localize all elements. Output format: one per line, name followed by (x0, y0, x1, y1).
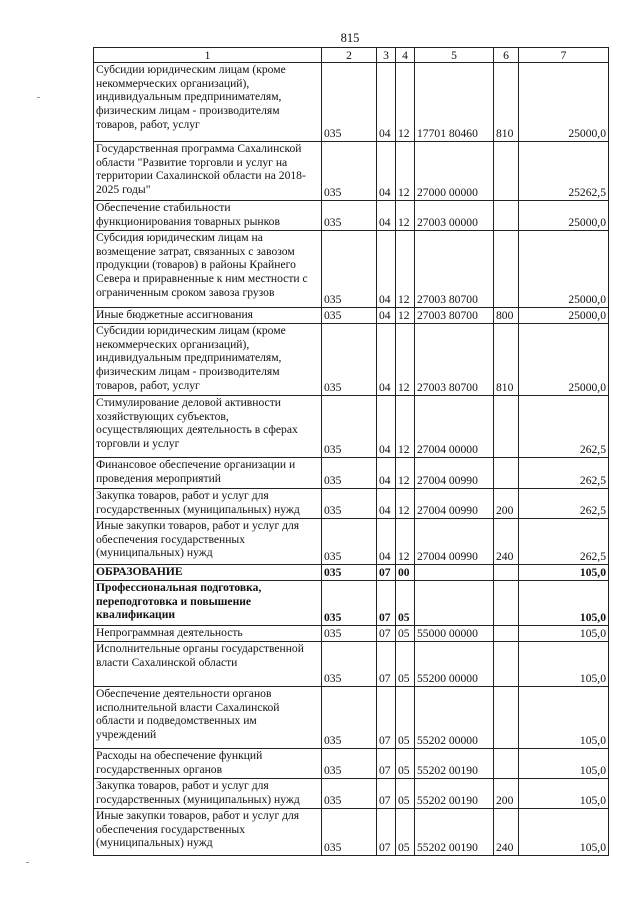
subsection-code-cell: 00 (396, 565, 415, 581)
target-article-cell: 27003 80700 (415, 231, 494, 308)
header-cell: 2 (322, 48, 377, 63)
ministry-code-cell: 035 (322, 142, 377, 201)
target-article-cell: 55000 00000 (415, 626, 494, 642)
amount-cell: 105,0 (519, 626, 609, 642)
amount-cell: 262,5 (519, 396, 609, 458)
ministry-code-cell: 035 (322, 396, 377, 458)
target-article-cell: 27003 80700 (415, 308, 494, 324)
ministry-code-cell: 035 (322, 231, 377, 308)
target-article-cell: 27003 80700 (415, 324, 494, 396)
ministry-code-cell: 035 (322, 642, 377, 687)
subsection-code-cell: 05 (396, 749, 415, 779)
amount-cell: 105,0 (519, 749, 609, 779)
table-row (94, 142, 609, 201)
header-cell: 5 (415, 48, 494, 63)
header-cell: 6 (494, 48, 519, 63)
name-cell: Расходы на обеспечение функций государственных органов (94, 749, 322, 779)
ministry-code-cell: 035 (322, 63, 377, 142)
expense-type-cell (494, 642, 519, 687)
ministry-code-cell: 035 (322, 519, 377, 565)
amount-cell: 25000,0 (519, 201, 609, 231)
header-row (94, 48, 609, 63)
table-row (94, 581, 609, 626)
expense-type-cell: 800 (494, 308, 519, 324)
name-cell: Стимулирование деловой активности хозяйствующих субъектов, осуществляющих деятельность в сферах торговли и услуг (94, 396, 322, 458)
header-cell: 3 (377, 48, 396, 63)
section-code-cell: 04 (377, 201, 396, 231)
ministry-code-cell: 035 (322, 581, 377, 626)
expense-type-cell (494, 626, 519, 642)
section-code-cell: 07 (377, 642, 396, 687)
name-cell: Профессиональная подготовка, переподготовка и повышение квалификации (94, 581, 322, 626)
amount-cell: 25000,0 (519, 324, 609, 396)
ministry-code-cell: 035 (322, 565, 377, 581)
expense-type-cell: 240 (494, 809, 519, 856)
target-article-cell: 27000 00000 (415, 142, 494, 201)
ministry-code-cell: 035 (322, 489, 377, 519)
budget-table (93, 47, 609, 856)
subsection-code-cell: 12 (396, 201, 415, 231)
name-cell: Государственная программа Сахалинской области "Развитие торговли и услуг на территории Сахалинской области на 2018-2025 годы" (94, 142, 322, 201)
subsection-code-cell: 12 (396, 231, 415, 308)
section-code-cell: 04 (377, 63, 396, 142)
expense-type-cell (494, 749, 519, 779)
name-cell: ОБРАЗОВАНИЕ (94, 565, 322, 581)
page-number: 815 (340, 31, 360, 45)
subsection-code-cell: 05 (396, 809, 415, 856)
amount-cell: 105,0 (519, 642, 609, 687)
section-code-cell: 04 (377, 519, 396, 565)
target-article-cell: 55202 00000 (415, 687, 494, 749)
ministry-code-cell: 035 (322, 749, 377, 779)
subsection-code-cell: 05 (396, 687, 415, 749)
subsection-code-cell: 12 (396, 519, 415, 565)
amount-cell: 105,0 (519, 687, 609, 749)
table-row (94, 489, 609, 519)
amount-cell: 25000,0 (519, 63, 609, 142)
target-article-cell: 55202 00190 (415, 749, 494, 779)
expense-type-cell (494, 565, 519, 581)
amount-cell: 262,5 (519, 489, 609, 519)
subsection-code-cell: 12 (396, 142, 415, 201)
name-cell: Субсидия юридическим лицам на возмещение затрат, связанных с завозом продукции (товаров) в районы Крайнего Севера и приравненные к ним местности с ограниченным сроком завоза грузов (94, 231, 322, 308)
table-row (94, 201, 609, 231)
name-cell: Иные закупки товаров, работ и услуг для обеспечения государственных (муниципальных) нужд (94, 519, 322, 565)
table-row (94, 324, 609, 396)
name-cell: Закупка товаров, работ и услуг для государственных (муниципальных) нужд (94, 489, 322, 519)
scan-mark (37, 97, 40, 98)
target-article-cell: 27004 00990 (415, 489, 494, 519)
amount-cell: 25000,0 (519, 231, 609, 308)
amount-cell: 262,5 (519, 519, 609, 565)
section-code-cell: 07 (377, 687, 396, 749)
target-article-cell: 27004 00000 (415, 396, 494, 458)
name-cell: Закупка товаров, работ и услуг для государственных (муниципальных) нужд (94, 779, 322, 809)
target-article-cell: 55202 00190 (415, 809, 494, 856)
target-article-cell: 27004 00990 (415, 519, 494, 565)
subsection-code-cell: 12 (396, 324, 415, 396)
table-row (94, 642, 609, 687)
header-cell: 7 (519, 48, 609, 63)
expense-type-cell (494, 231, 519, 308)
ministry-code-cell: 035 (322, 779, 377, 809)
ministry-code-cell: 035 (322, 626, 377, 642)
amount-cell: 105,0 (519, 581, 609, 626)
subsection-code-cell: 12 (396, 489, 415, 519)
table-row (94, 458, 609, 489)
subsection-code-cell: 05 (396, 626, 415, 642)
target-article-cell: 55202 00190 (415, 779, 494, 809)
name-cell: Субсидии юридическим лицам (кроме некоммерческих организаций), индивидуальным предпринимателям, физическим лицам - производителям товаров, работ, услуг (94, 63, 322, 142)
expense-type-cell: 200 (494, 489, 519, 519)
expense-type-cell: 200 (494, 779, 519, 809)
expense-type-cell (494, 581, 519, 626)
ministry-code-cell: 035 (322, 308, 377, 324)
subsection-code-cell: 12 (396, 458, 415, 489)
expense-type-cell (494, 396, 519, 458)
scan-mark (26, 862, 29, 863)
table-row (94, 63, 609, 142)
section-code-cell: 04 (377, 142, 396, 201)
table-row (94, 565, 609, 581)
name-cell: Субсидии юридическим лицам (кроме некоммерческих организаций), индивидуальным предпринимателям, физическим лицам - производителям товаров, работ, услуг (94, 324, 322, 396)
expense-type-cell (494, 142, 519, 201)
expense-type-cell: 810 (494, 63, 519, 142)
amount-cell: 262,5 (519, 458, 609, 489)
section-code-cell: 07 (377, 581, 396, 626)
subsection-code-cell: 05 (396, 642, 415, 687)
expense-type-cell: 240 (494, 519, 519, 565)
name-cell: Обеспечение деятельности органов исполнительной власти Сахалинской области и подведомственных им учреждений (94, 687, 322, 749)
amount-cell: 105,0 (519, 565, 609, 581)
target-article-cell: 27004 00990 (415, 458, 494, 489)
section-code-cell: 07 (377, 809, 396, 856)
header-cell: 4 (396, 48, 415, 63)
section-code-cell: 04 (377, 308, 396, 324)
amount-cell: 25262,5 (519, 142, 609, 201)
expense-type-cell (494, 458, 519, 489)
expense-type-cell: 810 (494, 324, 519, 396)
subsection-code-cell: 12 (396, 63, 415, 142)
name-cell: Непрограммная деятельность (94, 626, 322, 642)
name-cell: Иные бюджетные ассигнования (94, 308, 322, 324)
name-cell: Финансовое обеспечение организации и проведения мероприятий (94, 458, 322, 489)
table-row (94, 687, 609, 749)
ministry-code-cell: 035 (322, 687, 377, 749)
target-article-cell: 55200 00000 (415, 642, 494, 687)
target-article-cell (415, 565, 494, 581)
table-row (94, 519, 609, 565)
section-code-cell: 04 (377, 396, 396, 458)
section-code-cell: 04 (377, 324, 396, 396)
table-row (94, 231, 609, 308)
name-cell: Иные закупки товаров, работ и услуг для обеспечения государственных (муниципальных) нужд (94, 809, 322, 856)
table-row (94, 809, 609, 856)
expense-type-cell (494, 201, 519, 231)
subsection-code-cell: 12 (396, 396, 415, 458)
ministry-code-cell: 035 (322, 324, 377, 396)
amount-cell: 105,0 (519, 809, 609, 856)
section-code-cell: 04 (377, 458, 396, 489)
name-cell: Исполнительные органы государственной власти Сахалинской области (94, 642, 322, 687)
section-code-cell: 07 (377, 626, 396, 642)
name-cell: Обеспечение стабильности функционирования товарных рынков (94, 201, 322, 231)
ministry-code-cell: 035 (322, 458, 377, 489)
table-row (94, 779, 609, 809)
ministry-code-cell: 035 (322, 201, 377, 231)
section-code-cell: 04 (377, 489, 396, 519)
ministry-code-cell: 035 (322, 809, 377, 856)
target-article-cell: 27003 00000 (415, 201, 494, 231)
table-row (94, 396, 609, 458)
header-cell: 1 (94, 48, 322, 63)
target-article-cell (415, 581, 494, 626)
subsection-code-cell: 05 (396, 779, 415, 809)
expense-type-cell (494, 687, 519, 749)
subsection-code-cell: 12 (396, 308, 415, 324)
amount-cell: 105,0 (519, 779, 609, 809)
target-article-cell: 17701 80460 (415, 63, 494, 142)
amount-cell: 25000,0 (519, 308, 609, 324)
table-row (94, 308, 609, 324)
subsection-code-cell: 05 (396, 581, 415, 626)
table-row (94, 749, 609, 779)
table-row (94, 626, 609, 642)
section-code-cell: 04 (377, 231, 396, 308)
section-code-cell: 07 (377, 779, 396, 809)
section-code-cell: 07 (377, 565, 396, 581)
section-code-cell: 07 (377, 749, 396, 779)
